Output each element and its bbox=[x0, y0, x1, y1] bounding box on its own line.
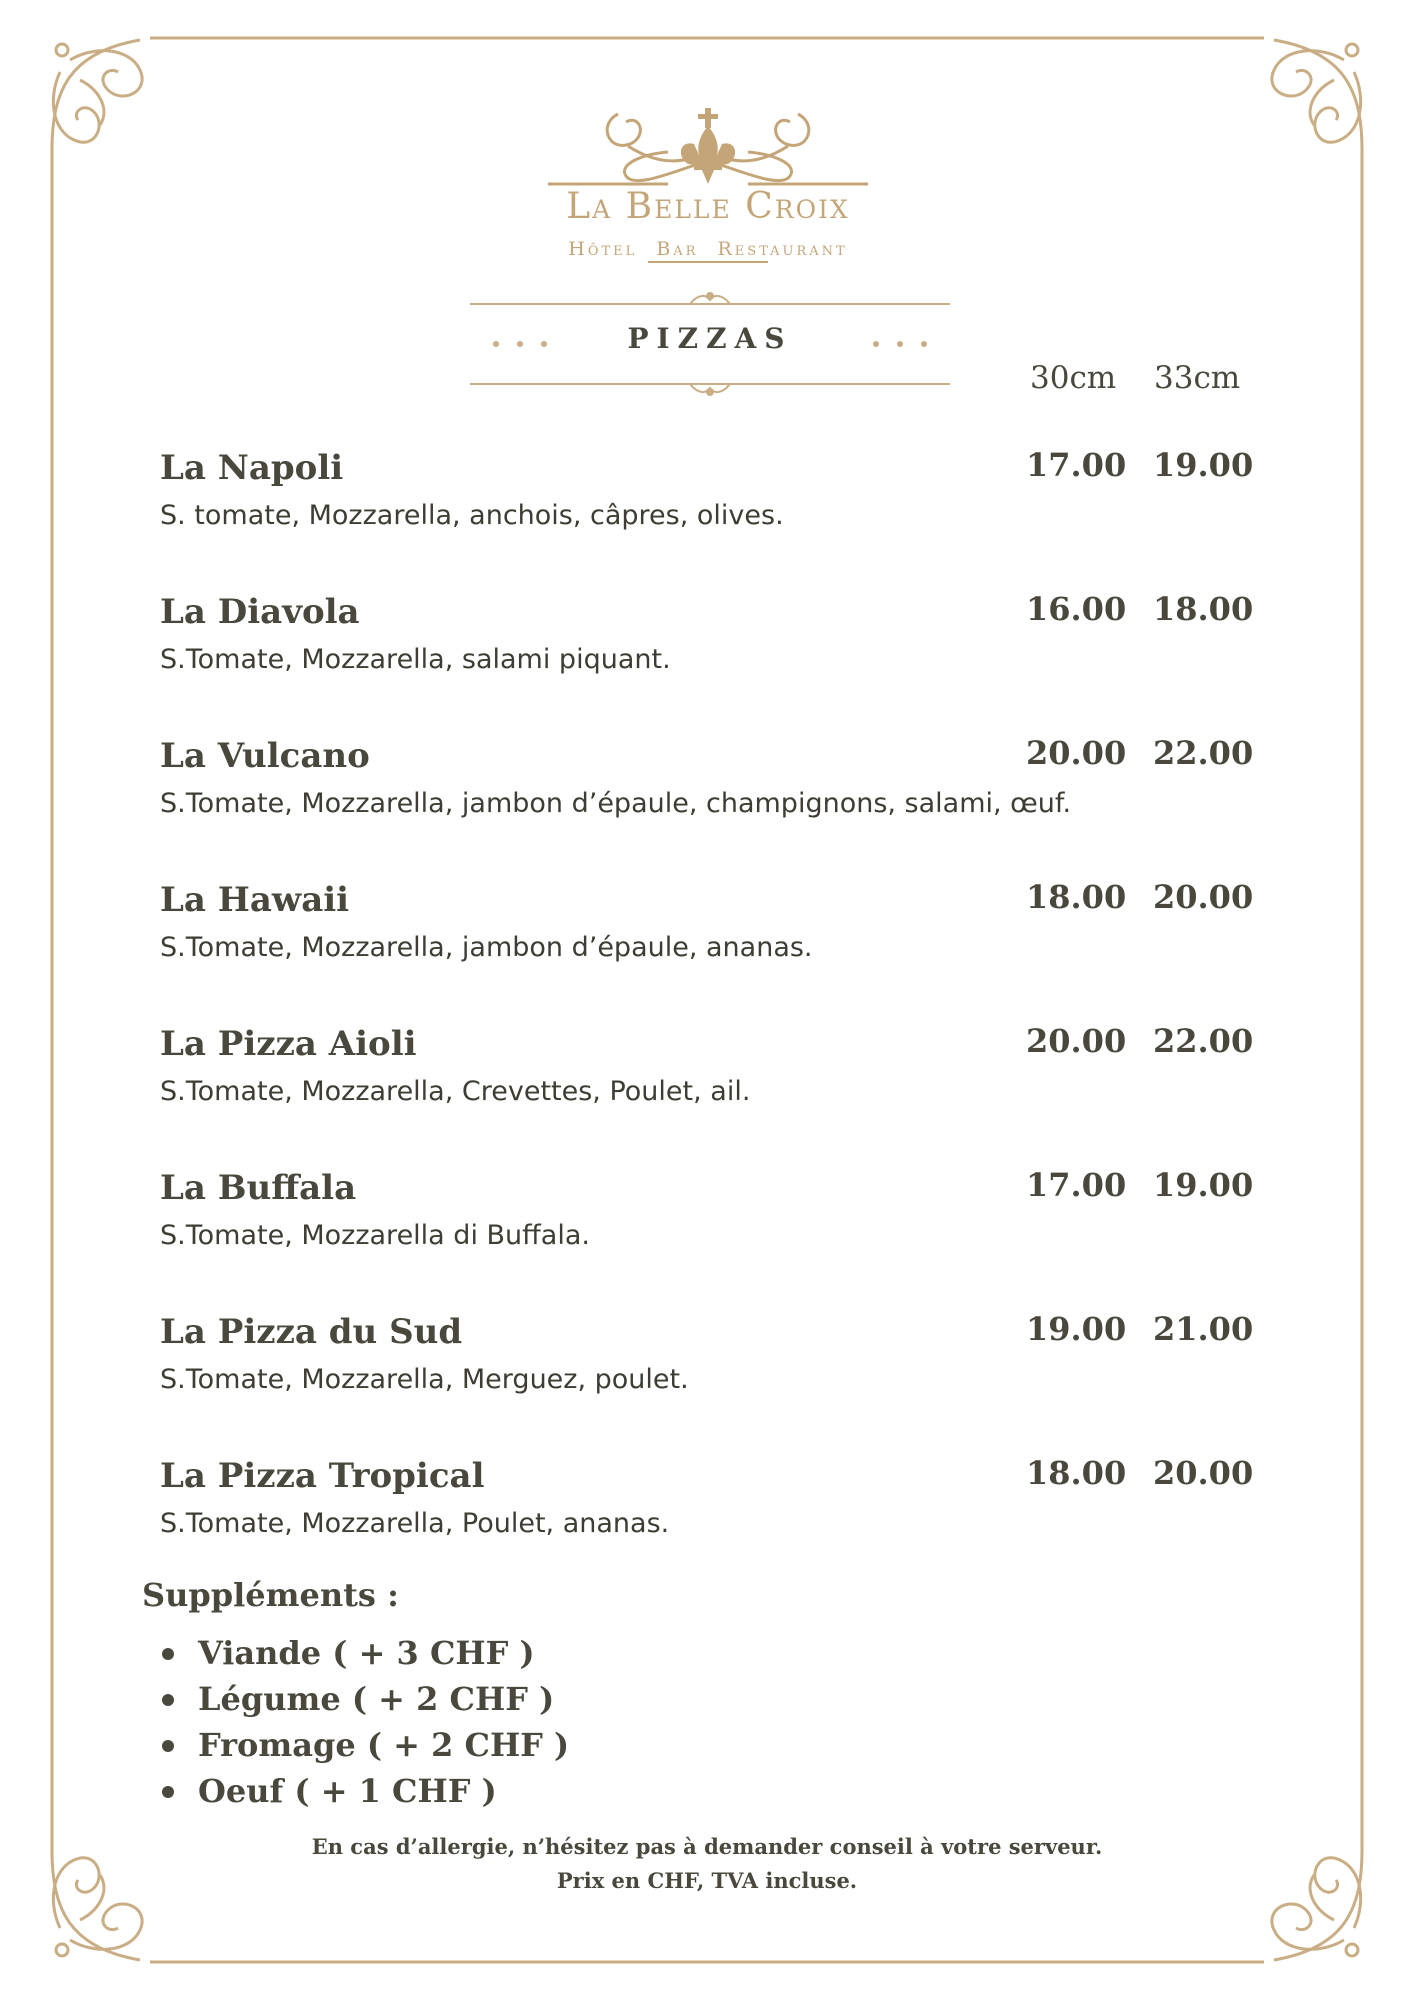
supplements-list bbox=[160, 1634, 569, 1818]
price-note: Prix en CHF, TVA incluse. bbox=[556, 1868, 858, 1893]
supplement-label: Fromage ( + 2 CHF ) bbox=[198, 1726, 570, 1764]
price-33cm: 20.00 bbox=[1153, 1454, 1254, 1492]
price-30cm: 20.00 bbox=[1026, 1022, 1127, 1060]
item-description: S.Tomate, Mozzarella, jambon d’épaule, champignons, salami, œuf. bbox=[160, 788, 1072, 819]
item-description: S.Tomate, Mozzarella, Poulet, ananas. bbox=[160, 1508, 670, 1539]
corner-ornament-top-left bbox=[52, 40, 142, 150]
corner-ornament-bottom-right bbox=[1272, 1850, 1362, 1960]
item-name: La Diavola bbox=[160, 592, 360, 632]
item-description: S. tomate, Mozzarella, anchois, câpres, olives. bbox=[160, 500, 784, 531]
bullet-icon bbox=[162, 1786, 174, 1798]
corner-ornament-bottom-left bbox=[52, 1850, 142, 1960]
price-30cm: 18.00 bbox=[1026, 1454, 1127, 1492]
allergy-note: En cas d’allergie, n’hésitez pas à demander conseil à votre serveur. bbox=[311, 1834, 1103, 1859]
price-30cm: 19.00 bbox=[1026, 1310, 1127, 1348]
supplement-item bbox=[160, 1772, 569, 1818]
item-name: La Napoli bbox=[160, 448, 344, 488]
item-name: La Pizza Tropical bbox=[160, 1456, 485, 1496]
bullet-icon bbox=[162, 1648, 174, 1660]
size-header-30cm: 30cm bbox=[1030, 360, 1117, 396]
item-name: La Buffala bbox=[160, 1168, 357, 1208]
price-30cm: 17.00 bbox=[1026, 446, 1127, 484]
price-33cm: 19.00 bbox=[1153, 446, 1254, 484]
bullet-icon bbox=[162, 1694, 174, 1706]
supplement-label: Légume ( + 2 CHF ) bbox=[198, 1680, 555, 1718]
item-description: S.Tomate, Mozzarella, Merguez, poulet. bbox=[160, 1364, 689, 1395]
supplement-label: Viande ( + 3 CHF ) bbox=[198, 1634, 535, 1672]
price-33cm: 21.00 bbox=[1153, 1310, 1254, 1348]
item-description: S.Tomate, Mozzarella, jambon d’épaule, ananas. bbox=[160, 932, 813, 963]
supplement-label: Oeuf ( + 1 CHF ) bbox=[198, 1772, 497, 1810]
price-33cm: 18.00 bbox=[1153, 590, 1254, 628]
price-33cm: 22.00 bbox=[1153, 734, 1254, 772]
supplement-item bbox=[160, 1726, 569, 1772]
brand-subtitle: Hôtel Bar Restaurant bbox=[568, 238, 848, 260]
supplement-item bbox=[160, 1680, 569, 1726]
item-name: La Vulcano bbox=[160, 736, 370, 776]
supplement-item bbox=[160, 1634, 569, 1680]
size-header-33cm: 33cm bbox=[1154, 360, 1241, 396]
price-30cm: 18.00 bbox=[1026, 878, 1127, 916]
price-33cm: 20.00 bbox=[1153, 878, 1254, 916]
item-name: La Pizza Aioli bbox=[160, 1024, 417, 1064]
item-description: S.Tomate, Mozzarella, salami piquant. bbox=[160, 644, 671, 675]
item-name: La Hawaii bbox=[160, 880, 350, 920]
price-30cm: 17.00 bbox=[1026, 1166, 1127, 1204]
item-description: S.Tomate, Mozzarella di Buffala. bbox=[160, 1220, 590, 1251]
item-description: S.Tomate, Mozzarella, Crevettes, Poulet, ail. bbox=[160, 1076, 751, 1107]
price-30cm: 16.00 bbox=[1026, 590, 1127, 628]
bullet-icon bbox=[162, 1740, 174, 1752]
section-title: PIZZAS bbox=[627, 322, 793, 355]
brand-name: La Belle Croix bbox=[566, 186, 850, 227]
price-33cm: 22.00 bbox=[1153, 1022, 1254, 1060]
supplements-title: Suppléments : bbox=[142, 1576, 399, 1614]
price-30cm: 20.00 bbox=[1026, 734, 1127, 772]
corner-ornament-top-right bbox=[1272, 40, 1362, 150]
price-33cm: 19.00 bbox=[1153, 1166, 1254, 1204]
item-name: La Pizza du Sud bbox=[160, 1312, 463, 1352]
